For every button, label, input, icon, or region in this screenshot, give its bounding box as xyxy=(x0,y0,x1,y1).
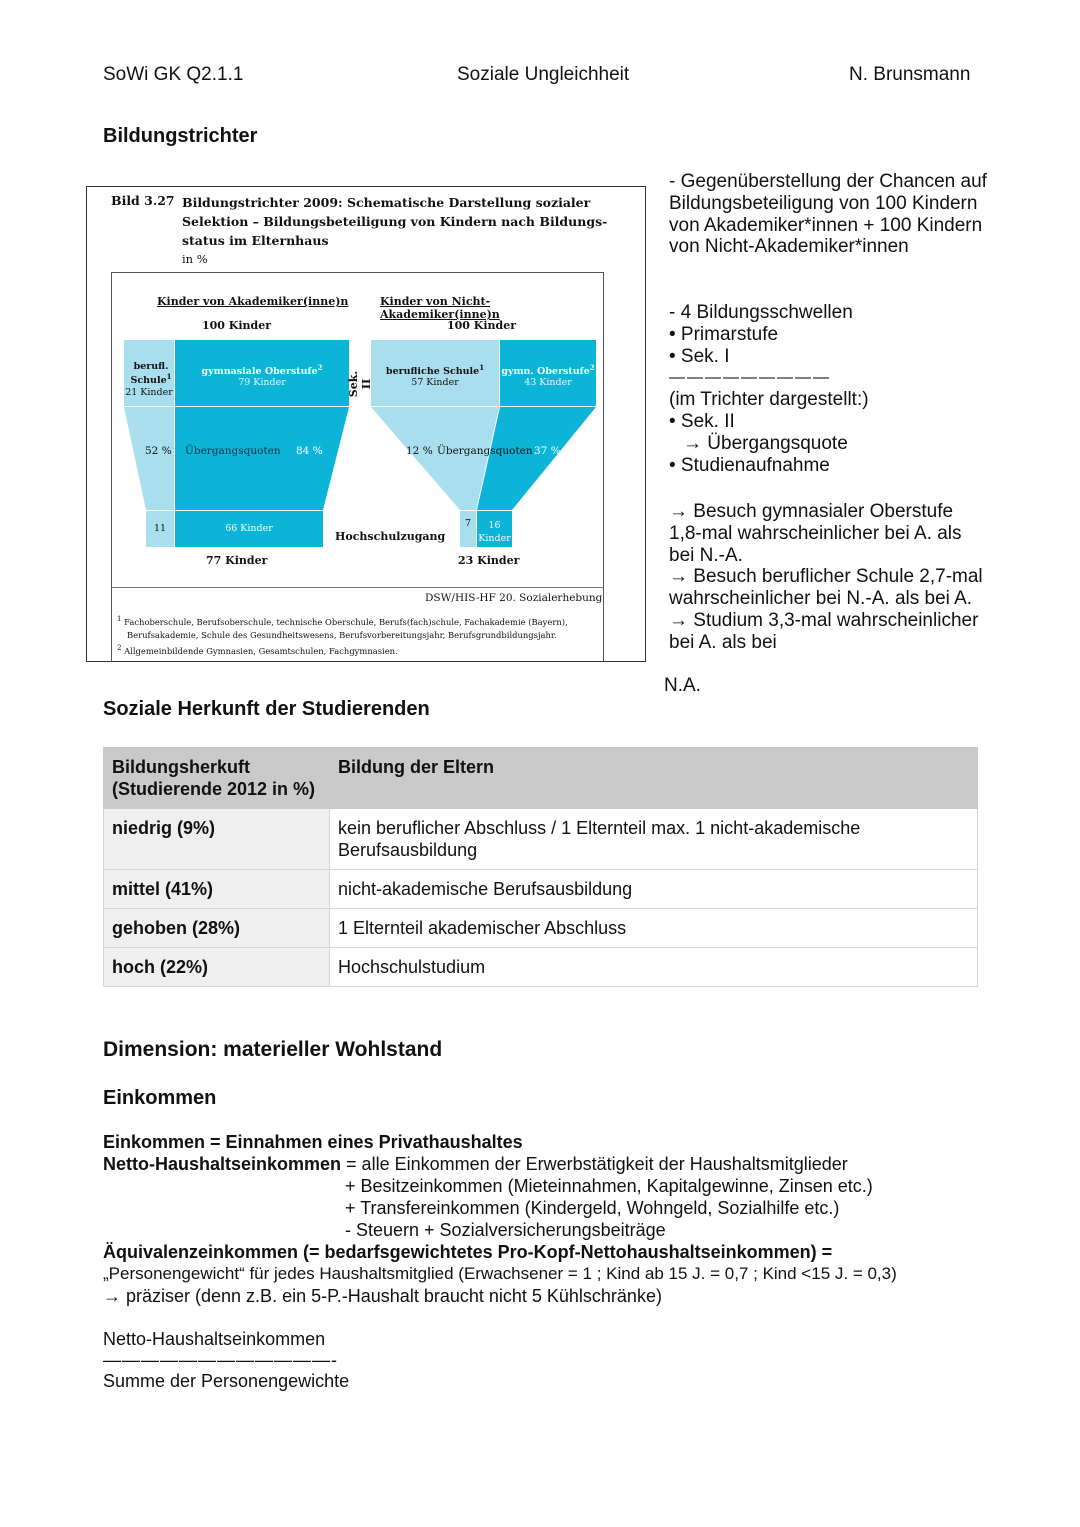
header-author: N. Brunsmann xyxy=(849,64,971,85)
note-funnel-hint: (im Trichter dargestellt:) xyxy=(669,389,869,411)
figure-bildungstrichter xyxy=(86,186,646,662)
stage-label-text: Sek. II xyxy=(347,370,373,398)
note-bullet-quote: → Übergangsquote xyxy=(683,432,848,454)
right-gym-count: 43 Kinder xyxy=(524,377,572,388)
note-conclusion-gym: → Besuch gymnasialer Oberstufe 1,8-mal wahrscheinlicher bei A. als bei N.-A. xyxy=(669,501,962,566)
figure-title-line: Selektion – Bildungsbeteiligung von Kindern nach Bildungs- xyxy=(182,214,608,229)
note-bullet-studium: • Studienaufnahme xyxy=(669,454,830,476)
footnote-2-text: Allgemeinbildende Gymnasien, Gesamtschulen, Fachgymnasien. xyxy=(124,645,398,656)
footnote-mark: 1 xyxy=(479,363,485,372)
footnote-1-text: Fachoberschule, Berufsoberschule, technische Oberschule, Berufs(fach)schule, Fachakademie (Bayern), xyxy=(124,616,568,627)
right-vocational-label xyxy=(371,363,499,377)
herkunft-table xyxy=(103,747,978,987)
table-row xyxy=(104,948,978,987)
income-definitions xyxy=(103,1131,1003,1307)
left-group-heading: Kinder von Akademiker(inne)n xyxy=(157,295,349,308)
income-def: Einkommen = Einnahmen eines Privathaushaltes xyxy=(103,1132,523,1152)
table-header-row xyxy=(104,748,978,809)
note-conclusion-study: → Studium 3,3-mal wahrscheinlicher bei A. als bei xyxy=(669,609,979,653)
table-row xyxy=(104,909,978,948)
income-aequivalenz: Äquivalenzeinkommen (= bedarfsgewichtetes Pro-Kopf-Nettohaushaltseinkommen) = xyxy=(103,1242,833,1262)
footnote-2 xyxy=(117,642,602,658)
right-bottom-small-value: 7 xyxy=(464,518,472,529)
left-vocational-label-text: Schule xyxy=(130,375,167,387)
income-netto-def: = alle Einkommen der Erwerbstätigkeit der Haushaltsmitglieder xyxy=(341,1154,848,1174)
access-label: Hochschulzugang xyxy=(335,530,446,543)
table-cell-desc: kein beruflicher Abschluss / 1 Elternteil max. 1 nicht-akademische Berufsausbildung xyxy=(330,809,978,870)
note-thresholds-title: - 4 Bildungsschwellen xyxy=(669,302,853,323)
right-quote-label: Übergangsquoten xyxy=(437,445,533,457)
left-gym-label-text: gymnasiale Oberstufe xyxy=(201,366,318,378)
right-gym-label xyxy=(500,363,596,377)
note-comparison: - Gegenüberstellung der Chancen auf Bildungsbeteiligung von 100 Kindern von Akademiker*innen + 100 Kindern von Nicht-Akademiker*innen xyxy=(669,171,987,258)
table-cell-desc: 1 Elternteil akademischer Abschluss xyxy=(330,909,978,948)
figure-title xyxy=(182,193,622,250)
table-cell-level: niedrig (9%) xyxy=(104,809,330,870)
right-vocational-label-text: berufliche Schule xyxy=(385,366,480,378)
figure-title-line: Bildungstrichter 2009: Schematische Darstellung sozialer xyxy=(182,195,591,210)
note-dash-line: ————————— xyxy=(669,369,831,387)
footnote-1 xyxy=(117,613,602,629)
note-thresholds xyxy=(669,302,989,476)
right-bottom-big-value xyxy=(477,519,512,545)
table-row xyxy=(104,870,978,909)
left-gym-funnel xyxy=(175,407,349,510)
table-header-cell: Bildungsherkuft (Studierende 2012 in %) xyxy=(104,748,330,809)
table-cell-desc: Hochschulstudium xyxy=(330,948,978,987)
figure-title-line: status im Elternhaus xyxy=(182,233,329,248)
section-title-bildungstrichter: Bildungstrichter xyxy=(103,125,258,147)
left-vocational-label xyxy=(126,361,176,386)
figure-footnotes xyxy=(117,613,602,658)
right-bottom-small xyxy=(460,511,476,547)
note-bullet-sek1: • Sek. I xyxy=(669,345,730,367)
table-cell-level: gehoben (28%) xyxy=(104,909,330,948)
note-bullet-sek2: • Sek. II xyxy=(669,410,735,432)
left-bottom-big-value: 66 Kinder xyxy=(225,523,273,534)
right-result: 23 Kinder xyxy=(458,554,520,567)
note-conclusion-end: N.A. xyxy=(664,675,701,696)
income-weights: „Personengewicht“ für jedes Haushaltsmitglied (Erwachsener = 1 ; Kind ab 15 J. = 0,7 ; Kind <15 J. = 0,3) xyxy=(103,1264,897,1283)
table-header-cell: Bildung der Eltern xyxy=(330,748,978,809)
income-plus-besitz: + Besitzeinkommen (Mieteinnahmen, Kapitalgewinne, Zinsen etc.) xyxy=(345,1176,873,1196)
figure-chart-area xyxy=(111,272,604,662)
right-gym-label-text: gymn. Oberstufe xyxy=(501,366,590,378)
footnote-1-continuation: Berufsakademie, Schule des Gesundheitswesens, Berufsvorbereitungsjahr, Berufsgrundbildungsjahr. xyxy=(127,629,557,640)
figure-label: Bild 3.27 xyxy=(111,193,175,208)
left-quote-vocational: 52 % xyxy=(145,445,172,457)
left-gym-count: 79 Kinder xyxy=(238,377,286,388)
right-group-heading: Kinder von Nicht-Akademiker(inne)n xyxy=(380,295,500,321)
section-title-wohlstand: Dimension: materieller Wohlstand xyxy=(103,1038,443,1061)
footnote-mark: 2 xyxy=(317,363,323,372)
left-quote-label: Übergangsquoten xyxy=(185,445,281,457)
left-vocational-count: 21 Kinder xyxy=(125,387,173,398)
section-title-einkommen: Einkommen xyxy=(103,1087,217,1109)
fraction-line: ————————————- xyxy=(103,1350,338,1370)
note-conclusion-vocational: → Besuch beruflicher Schule 2,7-mal wahrscheinlicher bei N.-A. als bei A. xyxy=(669,566,983,610)
header-course: SoWi GK Q2.1.1 xyxy=(103,64,244,85)
right-quote-vocational: 12 % xyxy=(406,445,433,457)
income-plus-transfer: + Transfereinkommen (Kindergeld, Wohngeld, Sozialhilfe etc.) xyxy=(345,1198,840,1218)
footnote-mark: 2 xyxy=(117,643,122,652)
right-group-total: 100 Kinder xyxy=(447,319,517,332)
income-minus-taxes: - Steuern + Sozialversicherungsbeiträge xyxy=(345,1220,666,1240)
divider xyxy=(112,587,603,588)
right-vocational-count: 57 Kinder xyxy=(411,377,459,388)
table-row xyxy=(104,809,978,870)
stage-label xyxy=(347,359,373,399)
left-group-total: 100 Kinder xyxy=(202,319,272,332)
income-netto-label: Netto-Haushaltseinkommen xyxy=(103,1154,342,1174)
left-vocational-label-line xyxy=(126,372,176,386)
note-conclusions xyxy=(669,501,989,654)
figure-unit: in % xyxy=(182,252,208,266)
table-cell-level: hoch (22%) xyxy=(104,948,330,987)
left-result: 77 Kinder xyxy=(206,554,268,567)
right-vocational-funnel xyxy=(371,407,499,510)
footnote-mark: 1 xyxy=(117,615,122,623)
left-quote-gym: 84 % xyxy=(296,445,323,457)
right-bottom-big-number: 16 xyxy=(488,520,501,531)
footnote-mark: 2 xyxy=(589,363,595,372)
left-bottom-small-value: 11 xyxy=(153,523,167,534)
table-cell-desc: nicht-akademische Berufsausbildung xyxy=(330,870,978,909)
left-vocational-label-line: berufl. xyxy=(133,361,169,372)
fraction-denominator: Summe der Personengewichte xyxy=(103,1371,350,1391)
income-precise: → präziser (denn z.B. ein 5-P.-Haushalt braucht nicht 5 Kühlschränke) xyxy=(103,1286,662,1306)
fraction-numerator: Netto-Haushaltseinkommen xyxy=(103,1329,326,1349)
left-vocational-funnel xyxy=(124,407,174,510)
income-netto-line xyxy=(103,1153,1003,1175)
left-gym-label xyxy=(175,363,349,377)
header-topic: Soziale Ungleichheit xyxy=(457,64,630,85)
table-cell-level: mittel (41%) xyxy=(104,870,330,909)
income-fraction xyxy=(103,1328,349,1392)
note-bullet-primarstufe: • Primarstufe xyxy=(669,323,779,345)
right-quote-gym: 37 % xyxy=(534,445,561,457)
figure-source: DSW/HIS-HF 20. Sozialerhebung xyxy=(425,592,603,604)
right-bottom-big-unit: Kinder xyxy=(478,533,511,544)
footnote-mark: 1 xyxy=(166,372,172,381)
section-title-herkunft: Soziale Herkunft der Studierenden xyxy=(103,698,430,720)
